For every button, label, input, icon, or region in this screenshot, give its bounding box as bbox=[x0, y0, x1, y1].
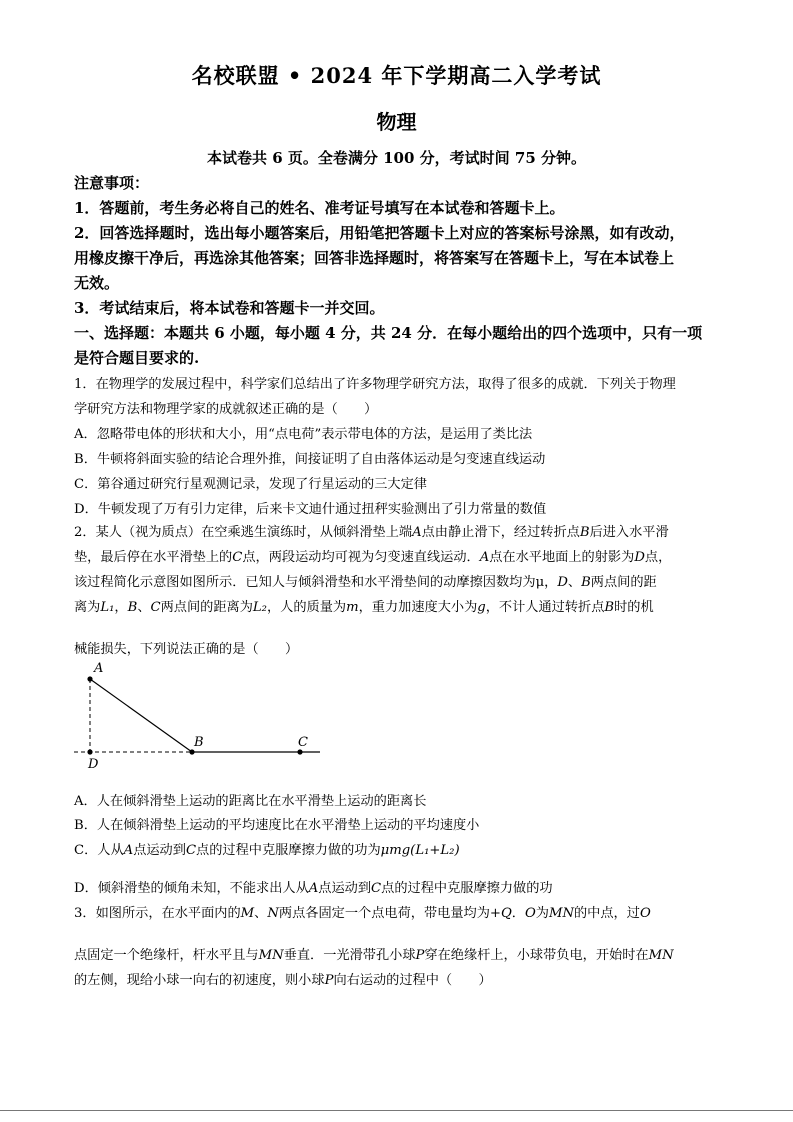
notice-item: 3．考试结束后，将本试卷和答题卡一并交回。 bbox=[74, 299, 385, 317]
intro-line: 本试卷共 6 页。全卷满分 100 分，考试时间 75 分钟。 bbox=[207, 149, 586, 167]
q1-option-b: B．牛顿将斜面实验的结论合理外推，间接证明了自由落体运动是匀变速直线运动 bbox=[74, 452, 546, 467]
q1-option-a: A．忽略带电体的形状和大小，用“点电荷”表示带电体的方法，是运用了类比法 bbox=[74, 427, 533, 442]
notice-item: 1．答题前，考生务必将自己的姓名、准考证号填写在本试卷和答题卡上。 bbox=[74, 199, 565, 217]
q1-stem: 1．在物理学的发展过程中，科学家们总结出了许多物理学研究方法，取得了很多的成就．下列关于物理 bbox=[74, 377, 676, 392]
q3-stem-line3: 的左侧，现给小球一向右的初速度，则小球P向右运动的过程中（ ） bbox=[74, 973, 492, 988]
bottom-rule bbox=[0, 1110, 793, 1111]
label-d: D bbox=[88, 757, 99, 772]
label-a: A bbox=[94, 661, 104, 676]
slide-diagram bbox=[70, 660, 330, 772]
q1-option-c: C．第谷通过研究行星观测记录，发现了行星运动的三大定律 bbox=[74, 477, 427, 492]
q2-option-b: B．人在倾斜滑垫上运动的平均速度比在水平滑垫上运动的平均速度小 bbox=[74, 818, 480, 833]
label-b: B bbox=[194, 735, 204, 750]
q3-stem-line1: 3．如图所示，在水平面内的M、N两点各固定一个点电荷，带电量均为+Q．O为MN的中点，过O bbox=[74, 906, 651, 921]
point-a bbox=[87, 676, 92, 681]
q2-stem-line2: 垫，最后停在水平滑垫上的C点，两段运动均可视为匀变速直线运动．A点在水平地面上的射影为D点， bbox=[74, 550, 672, 565]
notice-heading: 注意事项： bbox=[74, 174, 150, 192]
q2-option-a: A．人在倾斜滑垫上运动的距离比在水平滑垫上运动的距离长 bbox=[74, 794, 427, 809]
point-b bbox=[189, 749, 194, 754]
point-c bbox=[297, 749, 302, 754]
subject-title: 物理 bbox=[376, 110, 417, 134]
notice-item: 无效。 bbox=[74, 274, 120, 292]
notice-item: 2．回答选择题时，选出每小题答案后，用铅笔把答题卡上对应的答案标号涂黑，如有改动， bbox=[74, 224, 685, 242]
q2-stem-line5: 械能损失，下列说法正确的是（ ） bbox=[74, 642, 299, 657]
point-d bbox=[87, 749, 92, 754]
q2-stem-line3: 该过程简化示意图如图所示．已知人与倾斜滑垫和水平滑垫间的动摩擦因数均为μ，D、B两点间的距 bbox=[74, 575, 657, 590]
q2-option-d: D．倾斜滑垫的倾角未知，不能求出人从A点运动到C点的过程中克服摩擦力做的功 bbox=[74, 881, 553, 896]
q2-stem-line4: 离为L₁，B、C两点间的距离为L₂，人的质量为m，重力加速度大小为g，不计人通过转折点B时的机 bbox=[74, 600, 654, 615]
notice-item: 用橡皮擦干净后，再选涂其他答案；回答非选择题时，将答案写在答题卡上，写在本试卷上 bbox=[74, 249, 675, 267]
inclined-mat bbox=[90, 679, 192, 752]
section-heading: 一、选择题：本题共 6 小题，每小题 4 分，共 24 分．在每小题给出的四个选项中，只有一项 bbox=[74, 324, 703, 342]
q2-stem-line1: 2．某人（视为质点）在空乘逃生演练时，从倾斜滑垫上端A点由静止滑下，经过转折点B后进入水平滑 bbox=[74, 525, 669, 540]
section-heading-cont: 是符合题目要求的. bbox=[74, 349, 200, 367]
page-title: 名校联盟 • 2024 年下学期高二入学考试 bbox=[191, 63, 602, 88]
label-c: C bbox=[298, 735, 308, 750]
q2-option-c: C．人从A点运动到C点的过程中克服摩擦力做的功为μmg(L₁+L₂) bbox=[74, 843, 460, 858]
q1-option-d: D．牛顿发现了万有引力定律，后来卡文迪什通过扭秤实验测出了引力常量的数值 bbox=[74, 502, 547, 517]
q1-stem-cont: 学研究方法和物理学家的成就叙述正确的是（ ） bbox=[74, 402, 378, 417]
q3-stem-line2: 点固定一个绝缘杆，杆水平且与MN垂直．一光滑带孔小球P穿在绝缘杆上，小球带负电，开始时在MN bbox=[74, 948, 674, 963]
